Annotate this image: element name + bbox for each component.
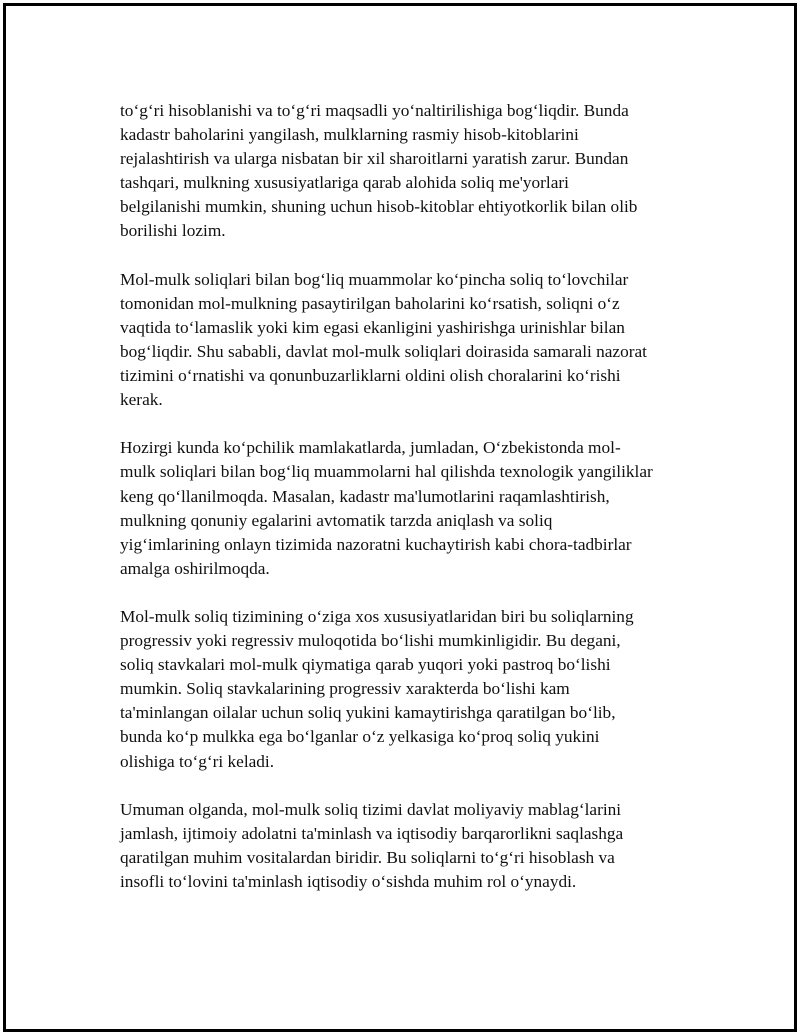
paragraph-1: to‘g‘ri hisoblanishi va to‘g‘ri maqsadli yo‘naltirilishiga bog‘liqdir. Bunda kadastr baholarini yangilash, mulklarning rasmiy hisob-kitoblarini rejalashtirish va ularga nisbatan bir xil sharoitlarni yaratish zarur. Bundan tashqari, mulkning xususiyatlariga qarab alohida soliq me'yorlari belgilanishi mumkin, shuning uchun hisob-kitoblar ehtiyotkorlik bilan olib borilishi lozim. xyxy=(120,101,638,241)
paragraph-5: Umuman olganda, mol-mulk soliq tizimi davlat moliyaviy mablag‘larini jamlash, ijtimoiy adolatni ta'minlash va iqtisodiy barqarorlikni saqlashga qaratilgan muhim vositalardan biridir. Bu soliqlarni to‘g‘ri hisoblash va insofli to‘lovini ta'minlash iqtisodiy o‘sishda muhim rol o‘ynaydi. xyxy=(120,799,624,891)
paragraph-4: Mol-mulk soliq tizimining o‘ziga xos xususiyatlaridan biri bu soliqlarning progressiv yoki regressiv muloqotida bo‘lishi mumkinligidir. Bu degani, soliq stavkalari mol-mulk qiymatiga qarab yuqori yoki pastroq bo‘lishi mumkin. Soliq stavkalarining progressiv xarakterda bo‘lishi kam ta'minlangan oilalar uchun soliq yukini kamaytirishga qaratilgan bo‘lib, bunda ko‘p mulkka ega bo‘lganlar o‘z yelkasiga ko‘proq soliq yukini olishiga to‘g‘ri keladi. xyxy=(120,606,634,771)
paragraph-2: Mol-mulk soliqlari bilan bog‘liq muammolar ko‘pincha soliq to‘lovchilar tomonidan mol-mulkning pasaytirilgan baholarini ko‘rsatish, soliqni o‘z vaqtida to‘lamaslik yoki kim egasi ekanligini yashirishga urinishlar bilan bog‘liqdir. Shu sababli, davlat mol-mulk soliqlari doirasida samarali nazorat tizimini o‘rnatishi va qonunbuzarliklarni oldini olish choralarini ko‘rishi kerak. xyxy=(120,269,647,410)
paragraph-3: Hozirgi kunda ko‘pchilik mamlakatlarda, jumladan, O‘zbekistonda mol- mulk soliqlari bilan bog‘liq muammolarni hal qilishda texnologik yangiliklar keng qo‘llanilmoqda. Masalan, kadastr ma'lumotlarini raqamlashtirish, mulkning qonuniy egalarini avtomatik tarzda aniqlash va soliq yig‘imlarining onlayn tizimida nazoratni kuchaytirish kabi chora-tadbirlar amalga oshirilmoqda. xyxy=(120,438,653,578)
page-frame xyxy=(3,3,797,1032)
document-body xyxy=(120,99,695,918)
